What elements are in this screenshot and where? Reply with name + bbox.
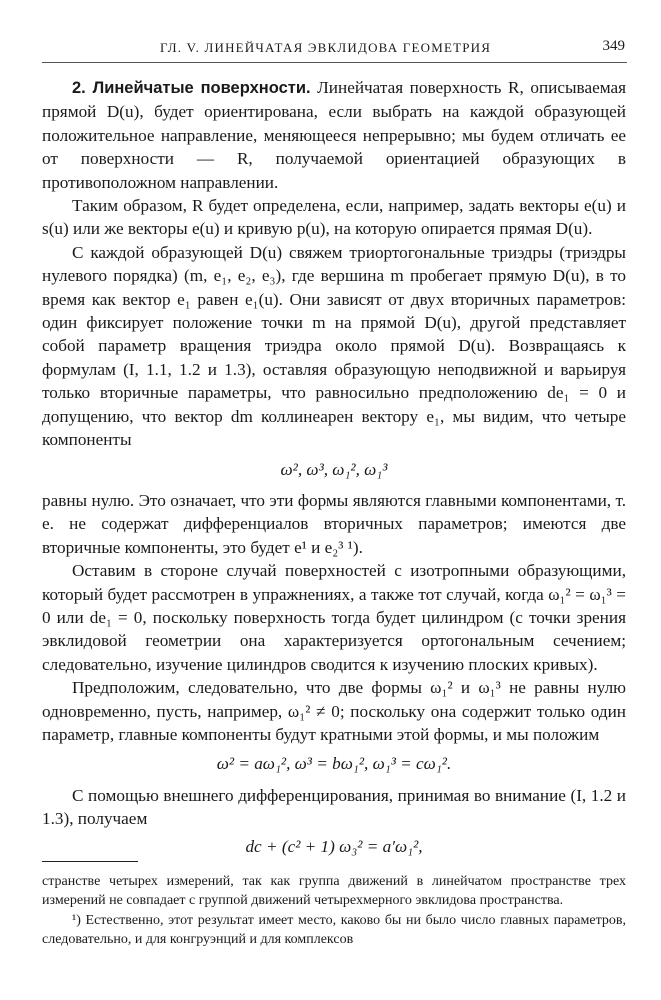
paragraph-text: Линейчатая поверхность R, описываемая прямой D(u), будет ориентирована, если выбрать на каждой образующей положительное направление, меняющееся непрерывно; мы будем отличать ее от поверхности — R, получаемой ориентацией образующих в противоположном направлении. (42, 78, 626, 192)
main-text (42, 76, 626, 864)
header-rule (42, 62, 627, 63)
paragraph-assumption: Предположим, следовательно, что две формы ω₁² и ω₁³ не равны нулю одновременно, пусть, например, ω₁² ≠ 0; поскольку она содержит только один параметр, главные компоненты будут кратными этой формы, и мы положим (42, 678, 626, 744)
paragraph-trihedra: С каждой образующей D(u) свяжем триортогональные триэдры (триэдры нулевого порядка) (m, e₁, e₂, e₃), где вершина m пробегает прямую D(u), в то время как вектор e₁ равен e₁(u). Они зависят от двух вторичных параметров: один фиксирует положение точки m на прямой D(u), другой представляет собой параметр вращения триэдра около прямой D(u). Возвращаясь к формулам (I, 1.1, 1.2 и 1.3), оставляя образующую неподвижной и варьируя только вторичные параметры, что равносильно предположению de₁ = 0 и допущению, что вектор dm коллинеарен вектору e₁, мы видим, что четыре компоненты (42, 242, 626, 450)
formula-multiples: ω² = aω₁², ω³ = bω₁², ω₁³ = cω₁². (216, 754, 452, 774)
paragraph-definition: Таким образом, R будет определена, если, например, задать векторы e(u) и s(u) или же векторы e(u) и кривую p(u), на которую опирается прямая D(u). (42, 196, 626, 239)
footnote-rule (42, 861, 138, 862)
paragraph-principal-components: равны нулю. Это означает, что эти формы являются главными компонентами, т. е. не содержат дифференциалов вторичных параметров; имеются две вторичные компоненты, это будет e¹ и e₂³ ¹). (42, 490, 626, 557)
footnote-1: ¹) Естественно, этот результат имеет место, каково бы ни было число главных параметров, следовательно, и для конгруэнций и для комплексов (42, 912, 626, 948)
formula-differential: dc + (c² + 1) ω₃² = a′ω₁², (245, 836, 423, 856)
formula-components: ω², ω³, ω₁², ω₁³ (280, 459, 388, 479)
footnotes (42, 872, 626, 950)
section-heading: 2. Линейчатые поверхности. (72, 79, 311, 97)
footnote-continuation: странстве четырех измерений, так как группа движений в линейчатом пространстве трех измерений не совпадает с группой движений четырехмерного эвклидова пространства. (42, 874, 626, 909)
paragraph-isotropic-case: Оставим в стороне случай поверхностей с изотропными образующими, который будет рассмотрен в упражнениях, а также тот случай, когда ω₁² = ω₁³ = 0 или de₁ = 0, поскольку поверхность тогда будет цилиндром (с точки зрения эвклидовой геометрии она характеризуется ортогональным сечением; следовательно, изучение цилиндров сводится к изучению плоских кривых). (42, 561, 626, 674)
running-head: ГЛ. V. ЛИНЕЙЧАТАЯ ЭВКЛИДОВА ГЕОМЕТРИЯ (160, 40, 492, 55)
paragraph-ruled-surfaces (42, 76, 626, 194)
page-number: 349 (602, 38, 625, 54)
paragraph-exterior-differentiation: С помощью внешнего дифференцирования, принимая во внимание (I, 1.2 и 1.3), получаем (42, 785, 626, 829)
